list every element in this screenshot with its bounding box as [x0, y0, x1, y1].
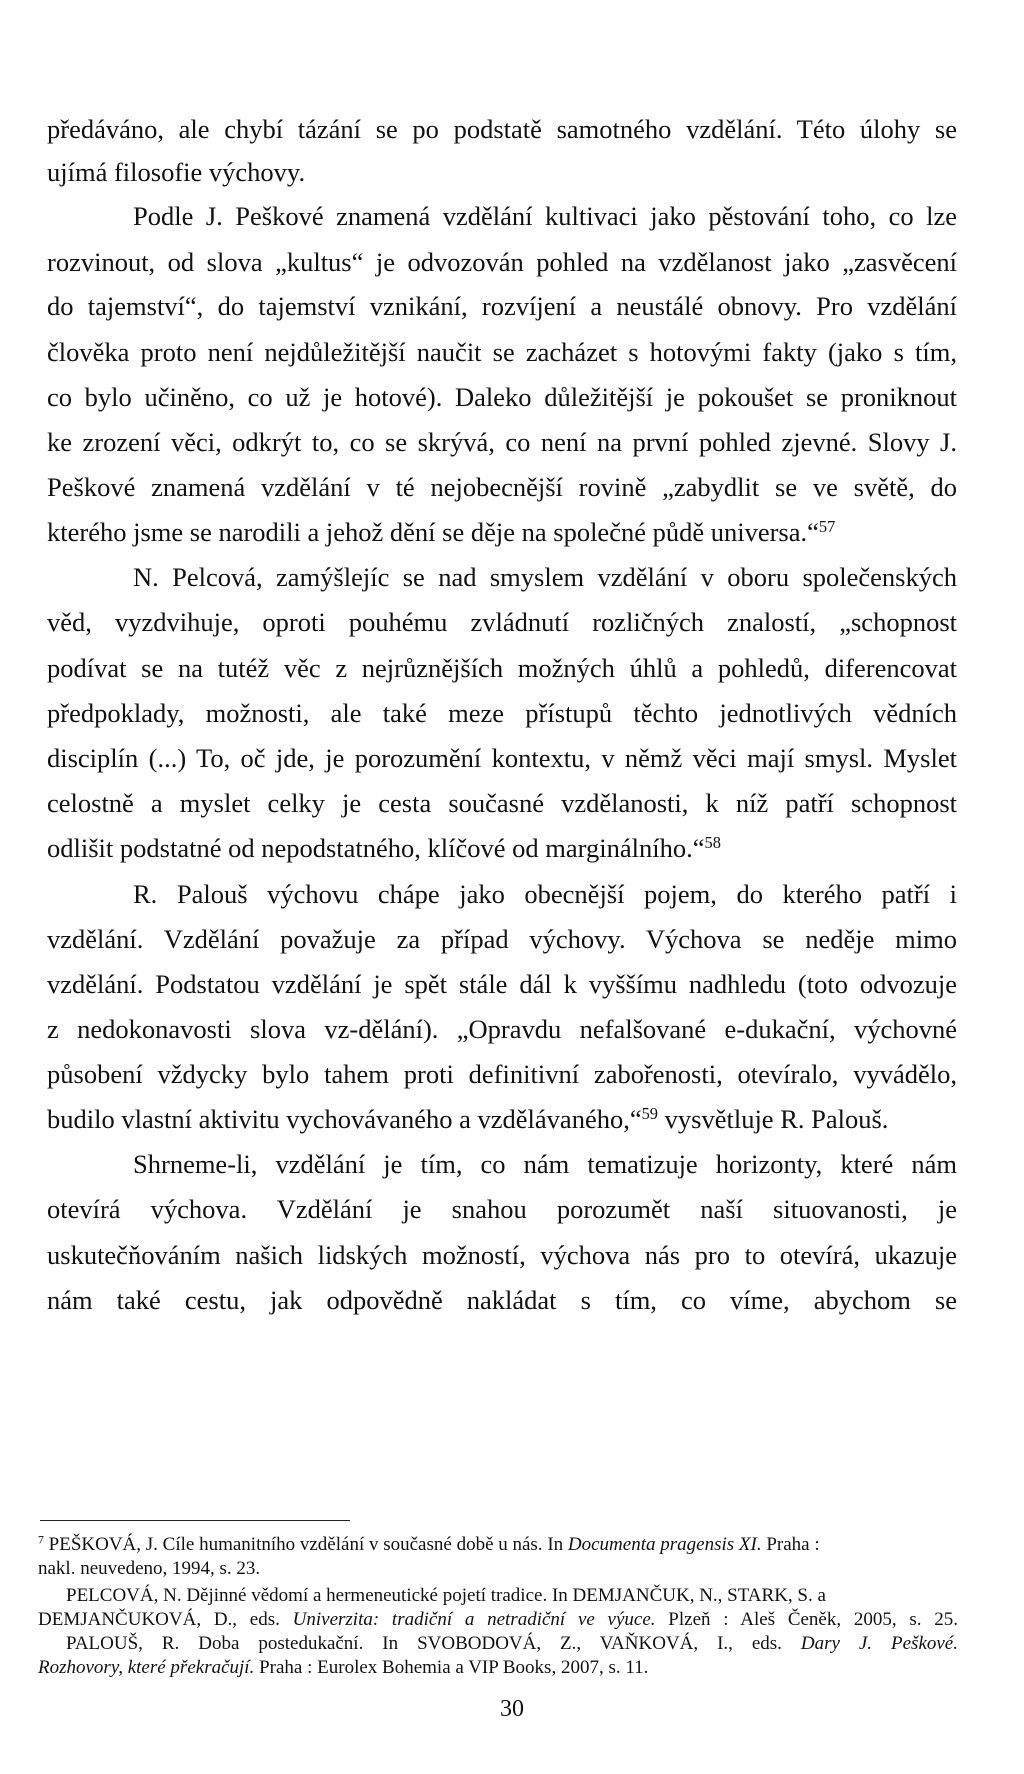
page-number: 30 — [500, 1696, 524, 1722]
body-line: co bylo učiněno, co už je hotové). Daleko důležitější je pokoušet se proniknout — [47, 382, 957, 412]
footnote-59 — [38, 1632, 958, 1656]
paragraph-start: Shrneme-li, vzdělání je tím, co nám tematizuje horizonty, které nám — [133, 1149, 957, 1179]
body-line: ke zrození věci, odkrýt to, co se skrývá, co není na první pohled zjevné. Slovy J. — [47, 427, 957, 457]
line-text: kterého jsme se narodili a jehož dění se děje na společné půdě universa.“ — [47, 517, 819, 547]
body-line: působení vždycky bylo tahem proti definitivní zabořenosti, otevíralo, vyvádělo, — [47, 1059, 957, 1089]
footnote-reference: 59 — [641, 1103, 659, 1123]
body-line: předpoklady, možnosti, ale také meze přístupů těchto jednotlivých vědních — [47, 698, 957, 728]
paragraph-start: N. Pelcová, zamýšlejíc se nad smyslem vzdělání v oboru společenských — [133, 562, 957, 592]
body-line — [47, 515, 957, 549]
body-line: do tajemství“, do tajemství vznikání, rozvíjení a neustálé obnovy. Pro vzdělání — [47, 291, 957, 321]
footnote-text: DEMJANČUKOVÁ, D., eds. — [38, 1609, 293, 1630]
body-line: předáváno, ale chybí tázání se po podstatě samotného vzdělání. Této úlohy se — [47, 114, 957, 144]
footnote-58: PELCOVÁ, N. Dějinné vědomí a hermeneutické pojetí tradice. In DEMJANČUK, N., STARK, S. a — [66, 1585, 826, 1606]
body-line: rozvinout, od slova „kultus“ je odvozován pohled na vzdělanost jako „zasvěcení — [47, 247, 957, 277]
footnote-text: PALOUŠ, R. Doba postedukační. In SVOBODOVÁ, Z., VAŇKOVÁ, I., eds. — [66, 1633, 801, 1654]
footnote-separator — [40, 1520, 350, 1521]
body-line: otevírá výchova. Vzdělání je snahou porozumět naší situovanosti, je — [47, 1194, 957, 1224]
footnote-marker: 7 — [38, 1533, 44, 1547]
body-line: vzdělání. Podstatou vzdělání je spět stále dál k vyššímu nadhledu (toto odvozuje — [47, 969, 957, 999]
footnote-57-continued: nakl. neuvedeno, 1994, s. 23. — [38, 1558, 261, 1579]
body-line: celostně a myslet celky je cesta současné vzdělanosti, k níž patří schopnost — [47, 788, 957, 818]
body-line: disciplín (...) To, oč jde, je porozumění kontextu, v němž věci mají smysl. Myslet — [47, 743, 957, 773]
footnote-source-title: Documenta pragensis XI. — [567, 1534, 762, 1555]
footnote-source-title: Dary J. Peškové. — [800, 1633, 958, 1654]
body-line — [47, 831, 957, 865]
line-text: vysvětluje R. Palouš. — [658, 1104, 889, 1134]
line-text: budilo vlastní aktivitu vychovávaného a vzdělávaného,“ — [47, 1104, 642, 1134]
paragraph-start: Podle J. Peškové znamená vzdělání kultivaci jako pěstování toho, co lze — [133, 201, 957, 231]
footnote-text: Praha : Eurolex Bohemia a VIP Books, 2007, s. 11. — [254, 1657, 649, 1678]
body-line — [47, 1102, 957, 1136]
paragraph-start: R. Palouš výchovu chápe jako obecnější pojem, do kterého patří i — [133, 879, 957, 909]
footnote-source-title: Univerzita: tradiční a netradiční ve výuce. — [292, 1609, 656, 1630]
footnote-source-title: Rozhovory, které překračují. — [38, 1657, 255, 1678]
footnote-text: PEŠKOVÁ, J. Cíle humanitního vzdělání v současné době u nás. In — [43, 1534, 568, 1555]
body-line: Peškové znamená vzdělání v té nejobecnější rovině „zabydlit se ve světě, do — [47, 472, 957, 502]
footnote-text: Plzeň : Aleš Čeněk, 2005, s. 25. — [655, 1609, 958, 1630]
body-line: ujímá filosofie výchovy. — [47, 157, 306, 187]
body-line: věd, vyzdvihuje, oproti pouhému zvládnutí rozličných znalostí, „schopnost — [47, 607, 957, 637]
footnote-text: Praha : — [761, 1534, 820, 1555]
body-line: člověka proto není nejdůležitější naučit se zacházet s hotovými fakty (jako s tím, — [47, 337, 957, 367]
body-line: vzdělání. Vzdělání považuje za případ výchovy. Výchova se neděje mimo — [47, 924, 957, 954]
footnote-59-continued — [38, 1656, 958, 1680]
body-line: uskutečňováním našich lidských možností, výchova nás pro to otevírá, ukazuje — [47, 1240, 957, 1270]
footnote-reference: 58 — [704, 832, 721, 852]
body-line: nám také cestu, jak odpovědně nakládat s tím, co víme, abychom se — [47, 1285, 957, 1315]
body-line: z nedokonavosti slova vz-dělání). „Opravdu nefalšované e-dukační, výchovné — [47, 1014, 957, 1044]
footnote-reference: 57 — [818, 516, 836, 536]
line-text: odlišit podstatné od nepodstatného, klíčové od marginálního.“ — [47, 833, 705, 863]
footnote-57 — [38, 1533, 958, 1557]
footnote-58-continued — [38, 1608, 958, 1632]
body-line: podívat se na tutéž věc z nejrůznějších možných úhlů a pohledů, diferencovat — [47, 653, 957, 683]
